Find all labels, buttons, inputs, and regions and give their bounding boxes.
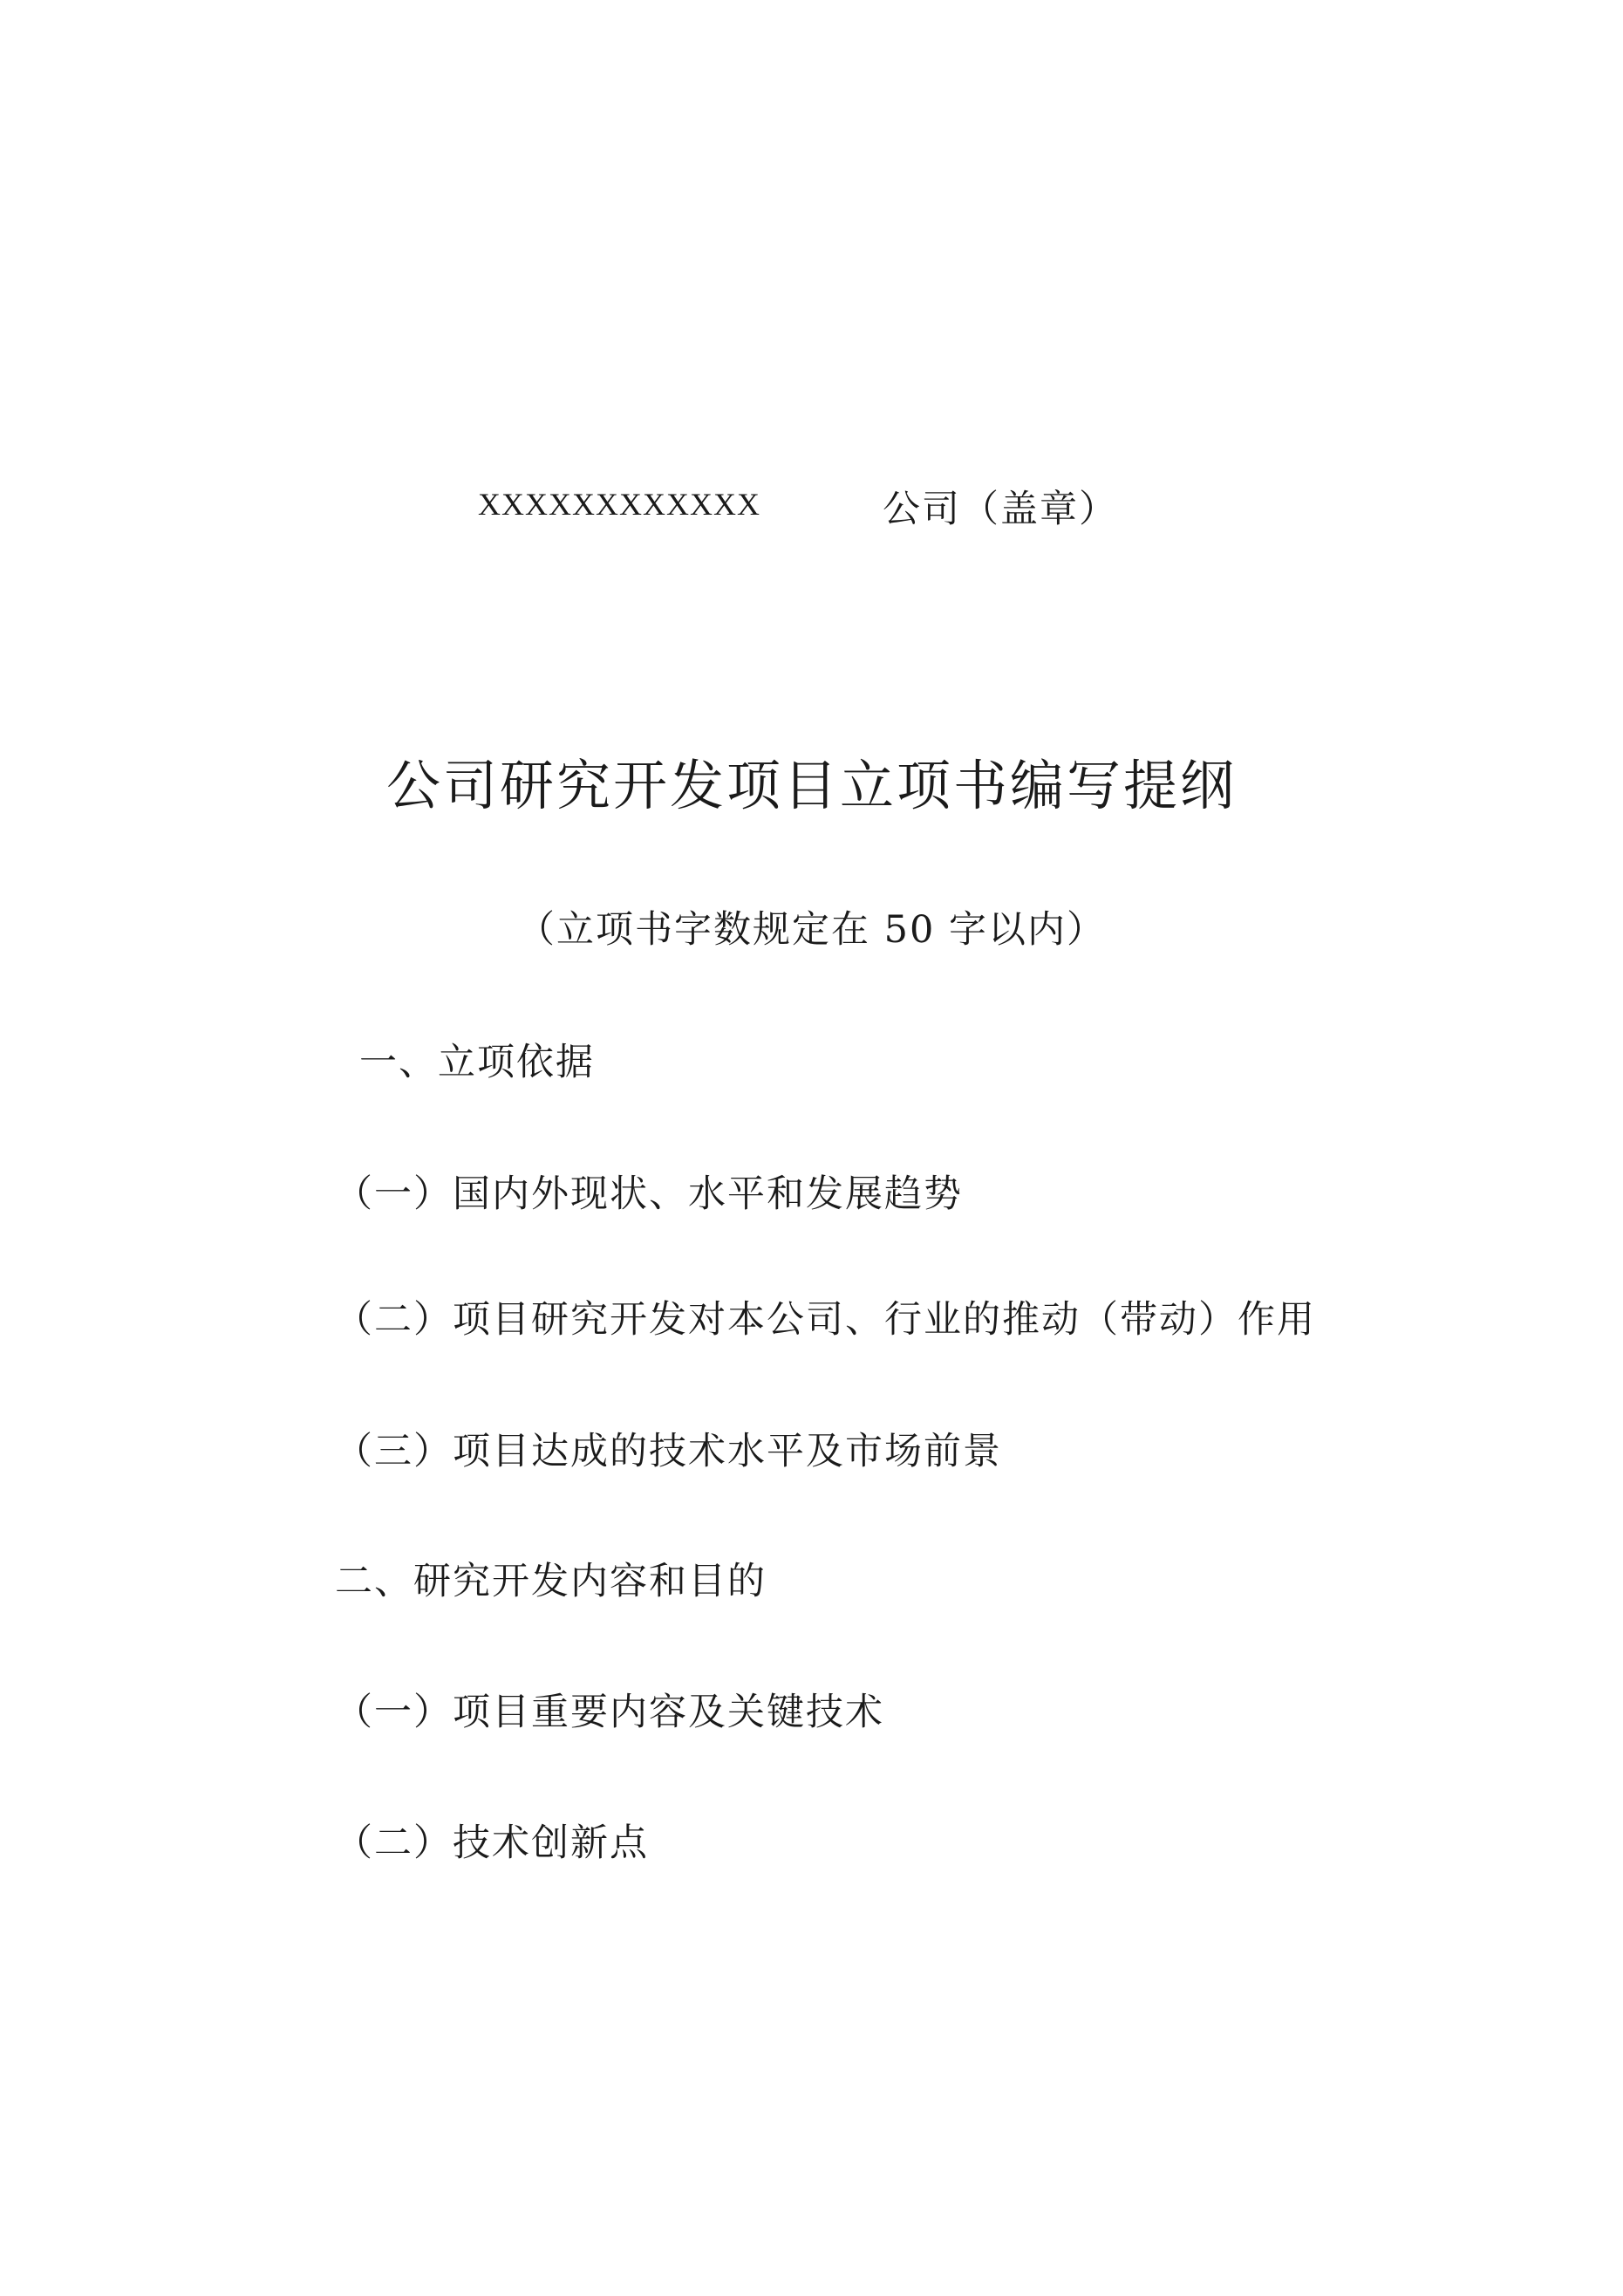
document-subtitle: （立项书字数规定在 50 字以内） bbox=[516, 908, 1107, 952]
section-heading-basis: 一、立项依据 bbox=[359, 1041, 595, 1084]
subsection-key-content-tech: （一）项目重要内容及关键技术 bbox=[335, 1691, 884, 1734]
company-name-placeholder: XXXXXXXXXXXX bbox=[478, 487, 760, 522]
subsection-status-trends: （一）国内外现状、水平和发展趋势 bbox=[335, 1172, 963, 1216]
subsection-tech-level-market: （三）项目达成的技术水平及市场前景 bbox=[335, 1430, 1002, 1473]
subsection-innovation-points: （二）技术创新点 bbox=[335, 1821, 649, 1865]
subsection-industry-impact: （二）项目研究开发对本公司、行业的推动（带动）作用 bbox=[335, 1298, 1316, 1342]
document-title: 公司研究开发项目立项书编写提纲 bbox=[385, 754, 1237, 817]
company-seal-label: 公司（盖章） bbox=[883, 488, 1118, 531]
section-heading-content-goals: 二、研究开发内容和目的 bbox=[335, 1560, 767, 1603]
